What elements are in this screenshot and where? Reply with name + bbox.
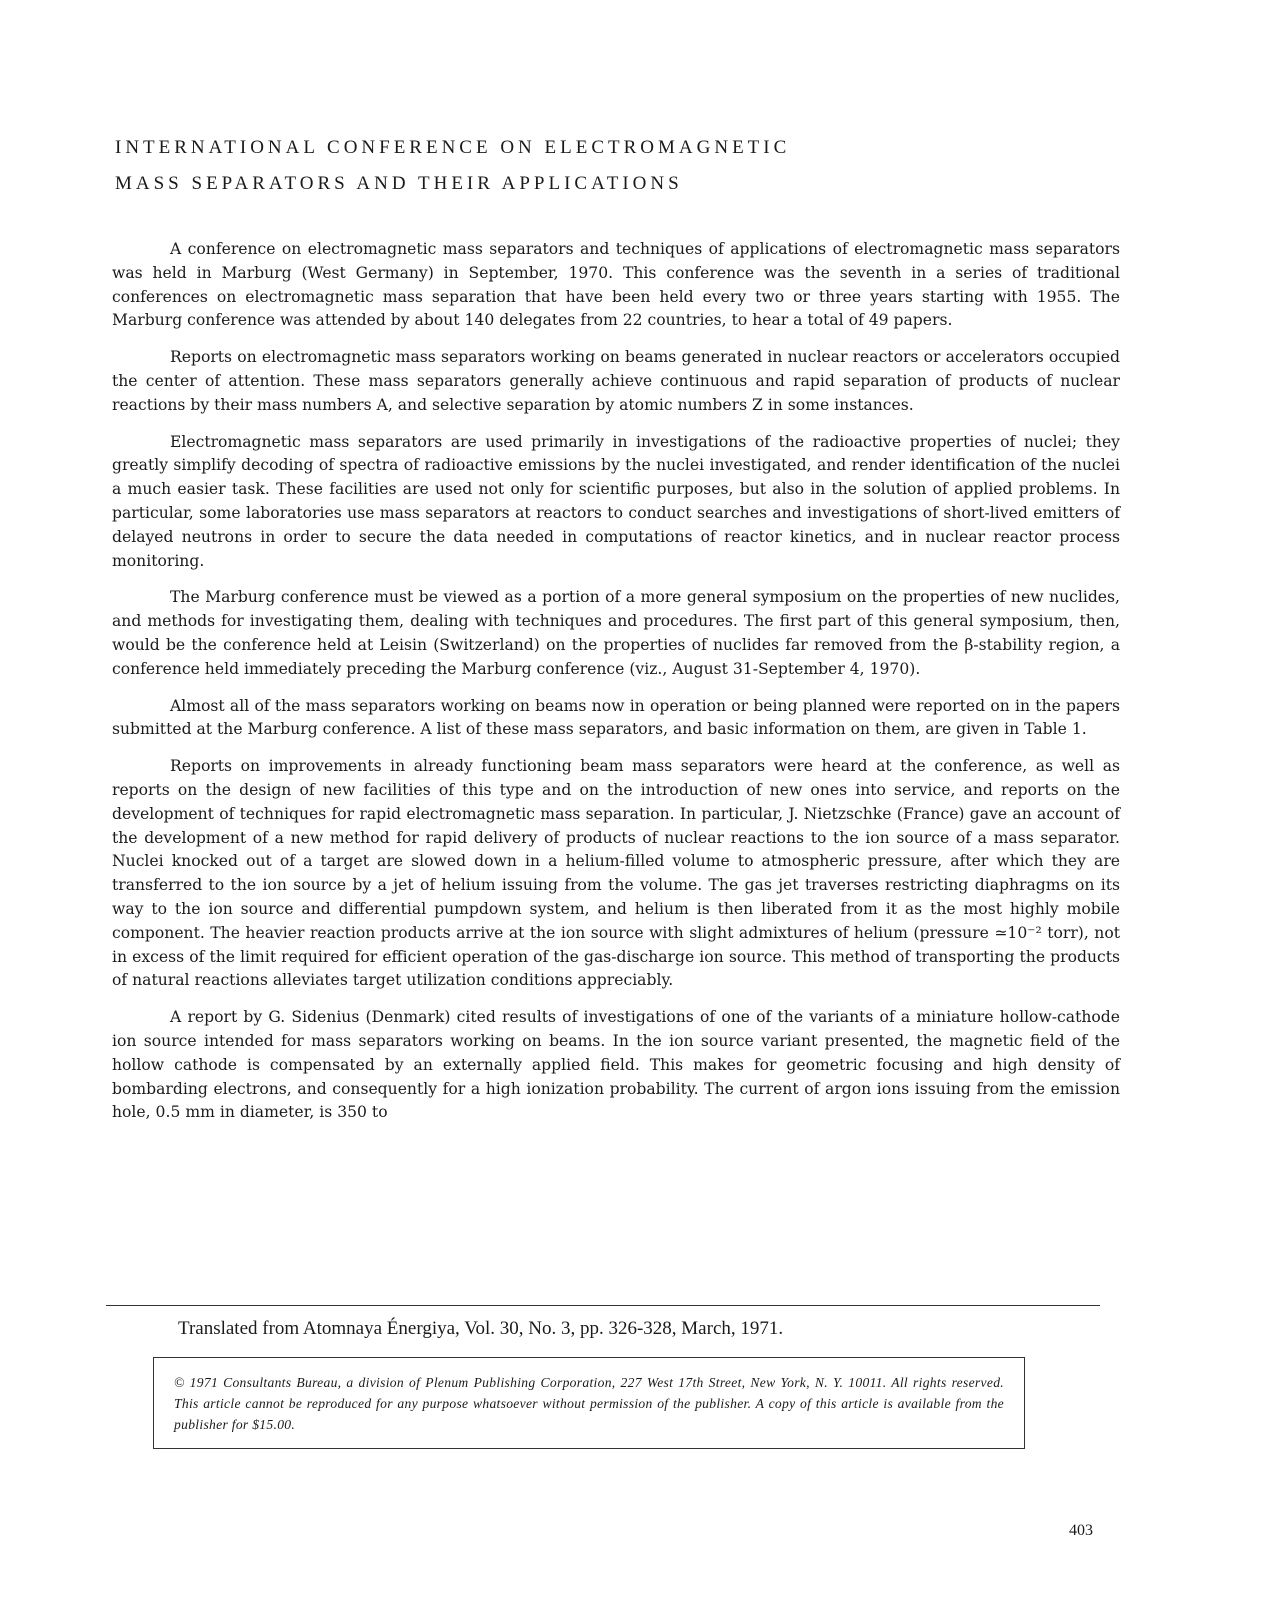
article-body <box>112 238 1120 1138</box>
paragraph-4: The Marburg conference must be viewed as a portion of a more general symposium on the properties of new nuclides, and methods for investigating them, dealing with techniques and procedures. The first part of this general symposium, then, would be the conference held at Leisin (Switzerland) on the properties of nuclides far removed from the β-stability region, a conference held immediately preceding the Marburg conference (viz., August 31-September 4, 1970). <box>112 588 1120 678</box>
page-number: 403 <box>1069 1522 1093 1539</box>
paragraph-2: Reports on electromagnetic mass separators working on beams generated in nuclear reactors or accelerators occupied the center of attention. These mass separators generally achieve continuous and rapid separation of products of nuclear reactions by their mass numbers A, and selective separation by atomic numbers Z in some instances. <box>112 348 1120 414</box>
paragraph-3: Electromagnetic mass separators are used primarily in investigations of the radioactive properties of nuclei; they greatly simplify decoding of spectra of radioactive emissions by the nuclei investigated, and render identification of the nuclei a much easier task. These facilities are used not only for scientific purposes, but also in the solution of applied problems. In particular, some laboratories use mass separators at reactors to conduct searches and investigations of short-lived emitters of delayed neutrons in order to secure the data needed in computations of reactor kinetics, and in nuclear reactor process monitoring. <box>112 432 1120 570</box>
paragraph-7: A report by G. Sidenius (Denmark) cited results of investigations of one of the variants of a miniature hollow-cathode ion source intended for mass separators working on beams. In the ion source variant presented, the magnetic field of the hollow cathode is compensated by an externally applied field. This makes for geometric focusing and high density of bombarding electrons, and consequently for a high ionization probability. The current of argon ions issuing from the emission hole, 0.5 mm in diameter, is 350 to <box>112 1008 1120 1122</box>
paragraph-6: Reports on improvements in already functioning beam mass separators were heard at the conference, as well as reports on the design of new facilities of this type and on the introduction of new ones into service, and reports on the development of techniques for rapid electromagnetic mass separation. In particular, J. Nietzschke (France) gave an account of the development of a new method for rapid delivery of products of nuclear reactions to the ion source of a mass separator. Nuclei knocked out of a target are slowed down in a helium-filled volume to atmospheric pressure, after which they are transferred to the ion source by a jet of helium issuing from the volume. The gas jet traverses restricting diaphragms on its way to the ion source and differential pumpdown system, and helium is then liberated from it as the most highly mobile component. The heavier reaction products arrive at the ion source with slight admixtures of helium (pressure ≃10⁻² torr), not in excess of the limit required for efficient operation of the gas-discharge ion source. This method of transporting the products of natural reactions alleviates target utilization conditions appreciably. <box>112 757 1120 990</box>
footnote-divider <box>106 1305 1100 1306</box>
paragraph-5: Almost all of the mass separators working on beams now in operation or being planned were reported on in the papers submitted at the Marburg conference. A list of these mass separators, and basic information on them, are given in Table 1. <box>112 696 1120 739</box>
paragraph-1: A conference on electromagnetic mass separators and techniques of applications of electromagnetic mass separators was held in Marburg (West Germany) in September, 1970. This conference was the seventh in a series of traditional conferences on electromagnetic mass separation that have been held every two or three years starting with 1955. The Marburg conference was attended by about 140 delegates from 22 countries, to hear a total of 49 papers. <box>112 240 1120 330</box>
copyright-box <box>153 1357 1025 1449</box>
translation-note: Translated from Atomnaya Énergiya, Vol. 30, No. 3, pp. 326-328, March, 1971. <box>178 1318 784 1339</box>
article-title <box>115 130 1115 202</box>
title-line-1: INTERNATIONAL CONFERENCE ON ELECTROMAGNETIC <box>115 137 791 158</box>
title-line-2: MASS SEPARATORS AND THEIR APPLICATIONS <box>115 173 683 194</box>
copyright-text: © 1971 Consultants Bureau, a division of Plenum Publishing Corporation, 227 West 17th Street, New York, N. Y. 10011. All rights reserved. This article cannot be reproduced for any purpose whatsoever without permission of the publisher. A copy of this article is available from the publisher for $15.00. <box>174 1375 1004 1432</box>
